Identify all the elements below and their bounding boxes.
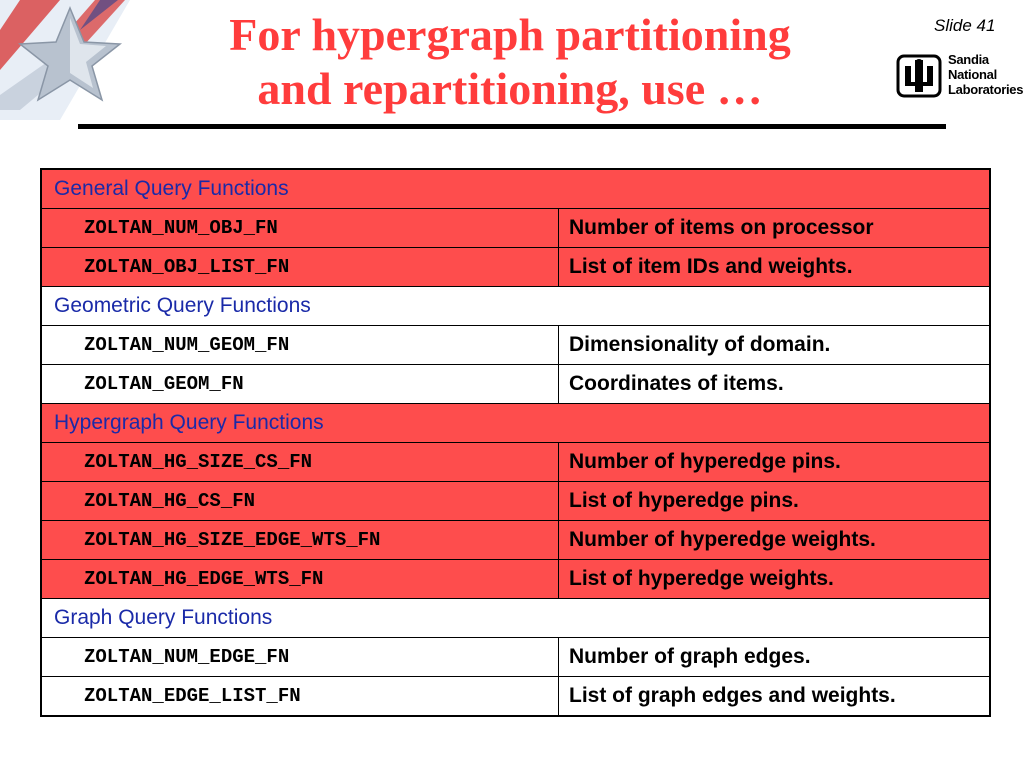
function-description: Number of hyperedge weights. (559, 521, 991, 560)
function-description: Number of graph edges. (559, 638, 991, 677)
function-name: ZOLTAN_HG_EDGE_WTS_FN (41, 560, 559, 599)
function-name: ZOLTAN_HG_SIZE_CS_FN (41, 443, 559, 482)
function-name: ZOLTAN_NUM_EDGE_FN (41, 638, 559, 677)
section-label: General Query Functions (41, 169, 990, 209)
section-label: Geometric Query Functions (41, 287, 990, 326)
sandia-logo-line-2: National (948, 67, 997, 82)
query-functions-table (40, 168, 991, 717)
function-description: List of hyperedge weights. (559, 560, 991, 599)
sandia-thunderbird-icon (896, 54, 942, 98)
sandia-logo-line-1: Sandia (948, 52, 989, 67)
function-name: ZOLTAN_NUM_OBJ_FN (41, 209, 559, 248)
function-name: ZOLTAN_EDGE_LIST_FN (41, 677, 559, 717)
section-row-graph (41, 599, 990, 638)
slide-title-line-2: and repartitioning, use … (257, 63, 763, 114)
table-row (41, 365, 990, 404)
function-name: ZOLTAN_HG_SIZE_EDGE_WTS_FN (41, 521, 559, 560)
table-row (41, 209, 990, 248)
table-row (41, 482, 990, 521)
function-name: ZOLTAN_OBJ_LIST_FN (41, 248, 559, 287)
section-row-hypergraph (41, 404, 990, 443)
section-row-geometric (41, 287, 990, 326)
sandia-logo-line-3: Laboratories (948, 82, 1024, 97)
section-row-general (41, 169, 990, 209)
function-description: List of item IDs and weights. (559, 248, 991, 287)
function-description: Number of hyperedge pins. (559, 443, 991, 482)
table-row (41, 521, 990, 560)
table-row (41, 443, 990, 482)
table-row (41, 248, 990, 287)
function-description: Number of items on processor (559, 209, 991, 248)
title-underline (78, 124, 946, 129)
function-name: ZOLTAN_NUM_GEOM_FN (41, 326, 559, 365)
function-name: ZOLTAN_GEOM_FN (41, 365, 559, 404)
function-name: ZOLTAN_HG_CS_FN (41, 482, 559, 521)
section-label: Hypergraph Query Functions (41, 404, 990, 443)
function-description: Coordinates of items. (559, 365, 991, 404)
slide-title (130, 8, 890, 116)
table-row (41, 560, 990, 599)
table-row (41, 326, 990, 365)
table-row (41, 677, 990, 717)
slide-title-line-1: For hypergraph partitioning (229, 9, 791, 60)
table-row (41, 638, 990, 677)
function-description: List of hyperedge pins. (559, 482, 991, 521)
slide-number: Slide 41 (934, 16, 996, 35)
function-description: Dimensionality of domain. (559, 326, 991, 365)
sandia-logo-text (948, 52, 1023, 97)
function-description: List of graph edges and weights. (559, 677, 991, 717)
sandia-logo (896, 52, 1024, 102)
section-label: Graph Query Functions (41, 599, 990, 638)
